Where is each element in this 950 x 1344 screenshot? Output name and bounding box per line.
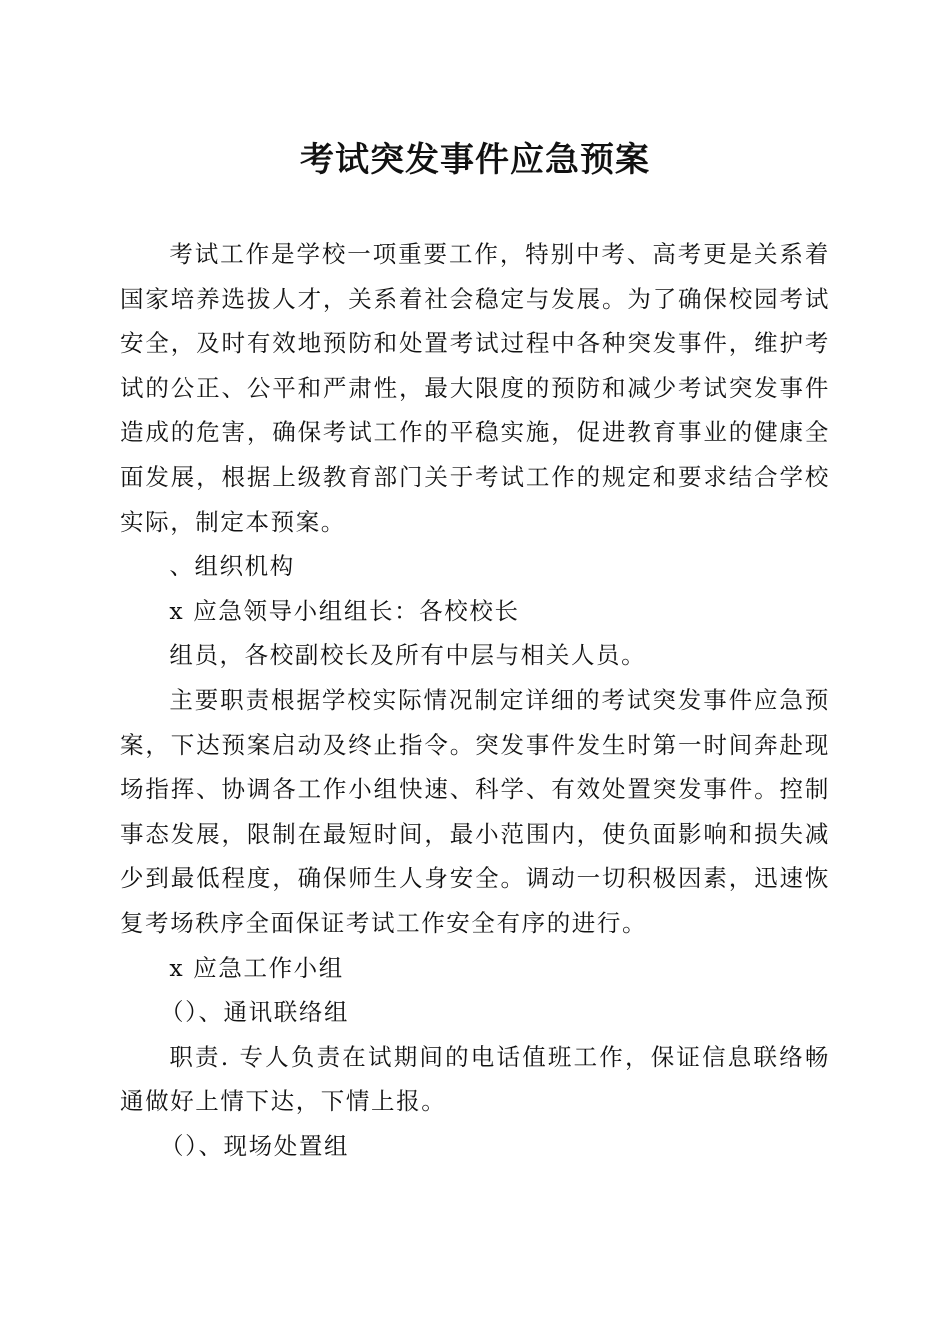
heading-work-groups: x 应急工作小组: [169, 953, 344, 982]
heading-communication-group: （）、通讯联络组: [160, 998, 350, 1027]
paragraph-communication-duties: 职责. 专人负责在试期间的电话值班工作，保证信息联络畅通做好上情下达，下情上报。: [120, 1042, 830, 1116]
paragraph-leader: x 应急领导小组组长：各校校长: [169, 596, 520, 625]
heading-organization: 、组织机构: [169, 552, 295, 581]
paragraph-intro: 考试工作是学校一项重要工作，特别中考、高考更是关系着国家培养选拔人才，关系着社会稳定与发展。为了确保校园考试安全，及时有效地预防和处置考试过程中各种突发事件，维护考试的公正、公平和严肃性，最大限度的预防和减少考试突发事件造成的危害，确保考试工作的平稳实施，促进教育事业的健康全面发展，根据上级教育部门关于考试工作的规定和要求结合学校实际，制定本预案。: [120, 240, 830, 536]
document-body: [120, 232, 830, 1168]
document-title: 考试突发事件应急预案: [300, 140, 650, 180]
heading-onsite-group: （）、现场处置组: [160, 1131, 350, 1160]
paragraph-duties: 主要职责根据学校实际情况制定详细的考试突发事件应急预案，下达预案启动及终止指令。突发事件发生时第一时间奔赴现场指挥、协调各工作小组快速、科学、有效处置突发事件。控制事态发展，限制在最短时间，最小范围内，使负面影响和损失减少到最低程度，确保师生人身安全。调动一切积极因素，迅速恢复考场秩序全面保证考试工作安全有序的进行。: [120, 685, 830, 937]
paragraph-members: 组员，各校副校长及所有中层与相关人员。: [169, 641, 647, 670]
